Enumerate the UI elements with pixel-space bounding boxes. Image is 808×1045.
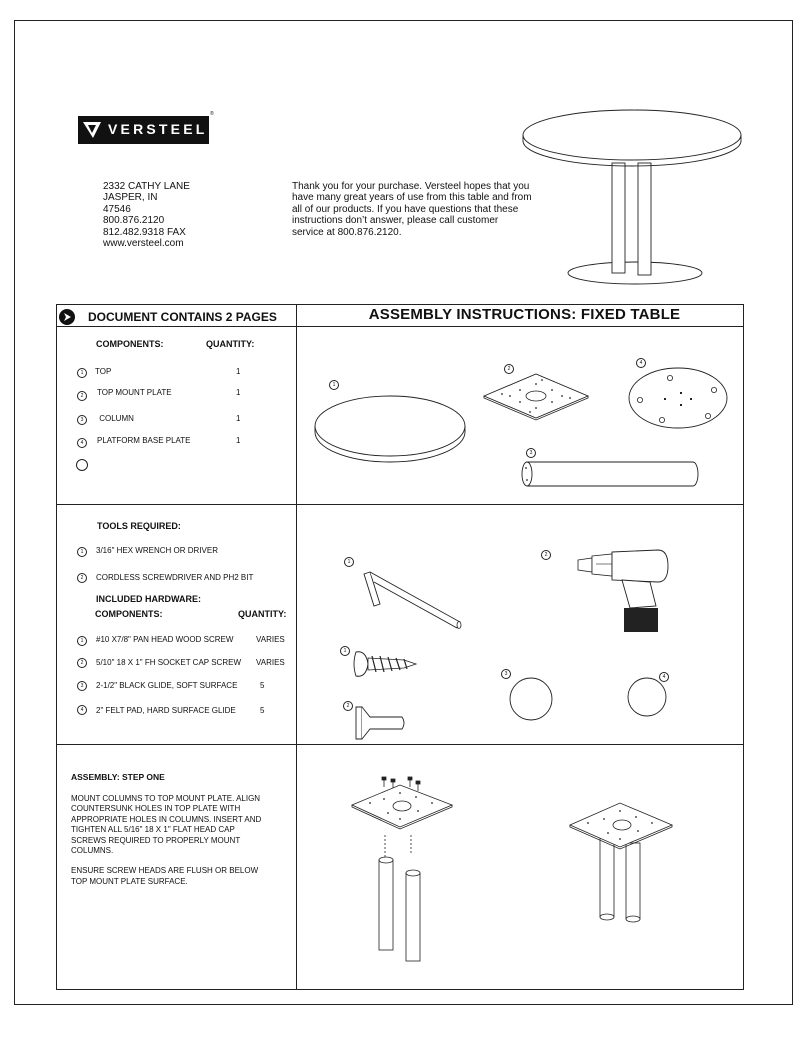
quantity-heading: QUANTITY: [206, 339, 255, 349]
address-line: 812.482.9318 FAX [103, 226, 186, 238]
step-one-assembled-illustration [566, 797, 676, 925]
hardware-qty: VARIES [256, 635, 285, 644]
table-top-illustration [312, 388, 472, 460]
callout-number: 2 [504, 364, 514, 374]
pan-head-screw-icon [350, 648, 420, 680]
component-name: TOP MOUNT PLATE [97, 388, 172, 397]
arrow-glyph [59, 309, 75, 325]
item-number: 3 [77, 681, 87, 691]
platform-base-plate-illustration [626, 364, 730, 432]
hardware-quantity-heading: QUANTITY: [238, 609, 287, 619]
address-line: 2332 CATHY LANE [103, 181, 190, 192]
thank-you-message: Thank you for your purchase. Versteel hopes that you have many great years of use from this table and from all of our products. If you have questions that these instructions don’t answer, please call customer service at 800.876.2120. [292, 181, 532, 238]
company-address [103, 181, 190, 249]
item-number: 2 [77, 573, 87, 583]
hardware-qty: 5 [260, 706, 265, 715]
hardware-name: #10 X7/8" PAN HEAD WOOD SCREW [96, 635, 234, 644]
item-number: 1 [77, 636, 87, 646]
callout-number: 1 [340, 646, 350, 656]
callout-number: 4 [659, 672, 669, 682]
step-one-exploded-illustration [348, 775, 458, 965]
address-line: 47546 [103, 203, 131, 215]
callout-number: 2 [541, 550, 551, 560]
hardware-components-heading: COMPONENTS: [95, 609, 163, 619]
hardware-qty: VARIES [256, 658, 285, 667]
hardware-name: 2" FELT PAD, HARD SURFACE GLIDE [96, 706, 236, 715]
arrow-icon [59, 309, 75, 325]
callout-number: 2 [343, 701, 353, 711]
component-name: COLUMN [97, 414, 134, 423]
component-qty: 1 [236, 367, 241, 376]
page-title: ASSEMBLY INSTRUCTIONS: FIXED TABLE [368, 306, 681, 323]
component-name: PLATFORM BASE PLATE [97, 436, 191, 445]
empty-item-circle [76, 459, 88, 471]
step-one-instructions [71, 794, 271, 897]
hex-wrench-icon [360, 568, 466, 632]
callout-number: 4 [636, 358, 646, 368]
components-heading: COMPONENTS: [96, 339, 164, 349]
address-line: 800.876.2120 [103, 215, 165, 227]
black-glide-illustration [507, 676, 555, 722]
tool-name: 3/16" HEX WRENCH OR DRIVER [96, 546, 218, 555]
socket-cap-screw-icon [352, 705, 408, 741]
pages-notice: DOCUMENT CONTAINS 2 PAGES [88, 310, 277, 324]
hardware-qty: 5 [260, 681, 265, 690]
cordless-drill-icon [572, 548, 672, 638]
component-name: TOP [95, 367, 112, 376]
registered-mark: ® [210, 111, 214, 117]
versteel-logo-mark-icon [82, 120, 102, 140]
fixed-table-illustration [520, 105, 750, 280]
callout-number: 3 [526, 448, 536, 458]
callout-number: 1 [329, 380, 339, 390]
top-mount-plate-illustration [480, 370, 592, 422]
item-number: 1 [77, 547, 87, 557]
component-qty: 1 [236, 414, 241, 423]
tool-name: CORDLESS SCREWDRIVER AND PH2 BIT [96, 573, 254, 582]
item-number: 3 [77, 415, 87, 425]
logo-text: VERSTEEL [108, 121, 208, 137]
step-one-paragraph: MOUNT COLUMNS TO TOP MOUNT PLATE. ALIGN COUNTERSUNK HOLES IN TOP PLATE WITH APPROPRIATE HOLES IN COLUMNS. INSERT AND TIGHTEN ALL 5/16" 18 X 1" FLAT HEAD CAP SCREWS REQUIRED TO PROPERLY MOUNT COLUMNS. [71, 794, 262, 856]
hardware-name: 2-1/2" BLACK GLIDE, SOFT SURFACE [96, 681, 238, 690]
item-number: 4 [77, 705, 87, 715]
item-number: 4 [77, 438, 87, 448]
step-one-title: ASSEMBLY: STEP ONE [71, 772, 165, 782]
component-qty: 1 [236, 388, 241, 397]
item-number: 2 [77, 391, 87, 401]
item-number: 2 [77, 658, 87, 668]
website-link[interactable]: www.versteel.com [103, 238, 184, 250]
hardware-heading: INCLUDED HARDWARE: [96, 594, 201, 604]
component-qty: 1 [236, 436, 241, 445]
address-line: JASPER, IN [103, 192, 158, 204]
tools-heading: TOOLS REQUIRED: [97, 521, 181, 531]
versteel-logo [78, 116, 209, 144]
column-illustration [515, 458, 701, 490]
callout-number: 1 [344, 557, 354, 567]
hardware-name: 5/10" 18 X 1" FH SOCKET CAP SCREW [96, 658, 241, 667]
step-one-paragraph: ENSURE SCREW HEADS ARE FLUSH OR BELOW TOP MOUNT PLATE SURFACE. [71, 866, 259, 886]
felt-pad-illustration [625, 676, 669, 718]
item-number: 1 [77, 368, 87, 378]
callout-number: 3 [501, 669, 511, 679]
